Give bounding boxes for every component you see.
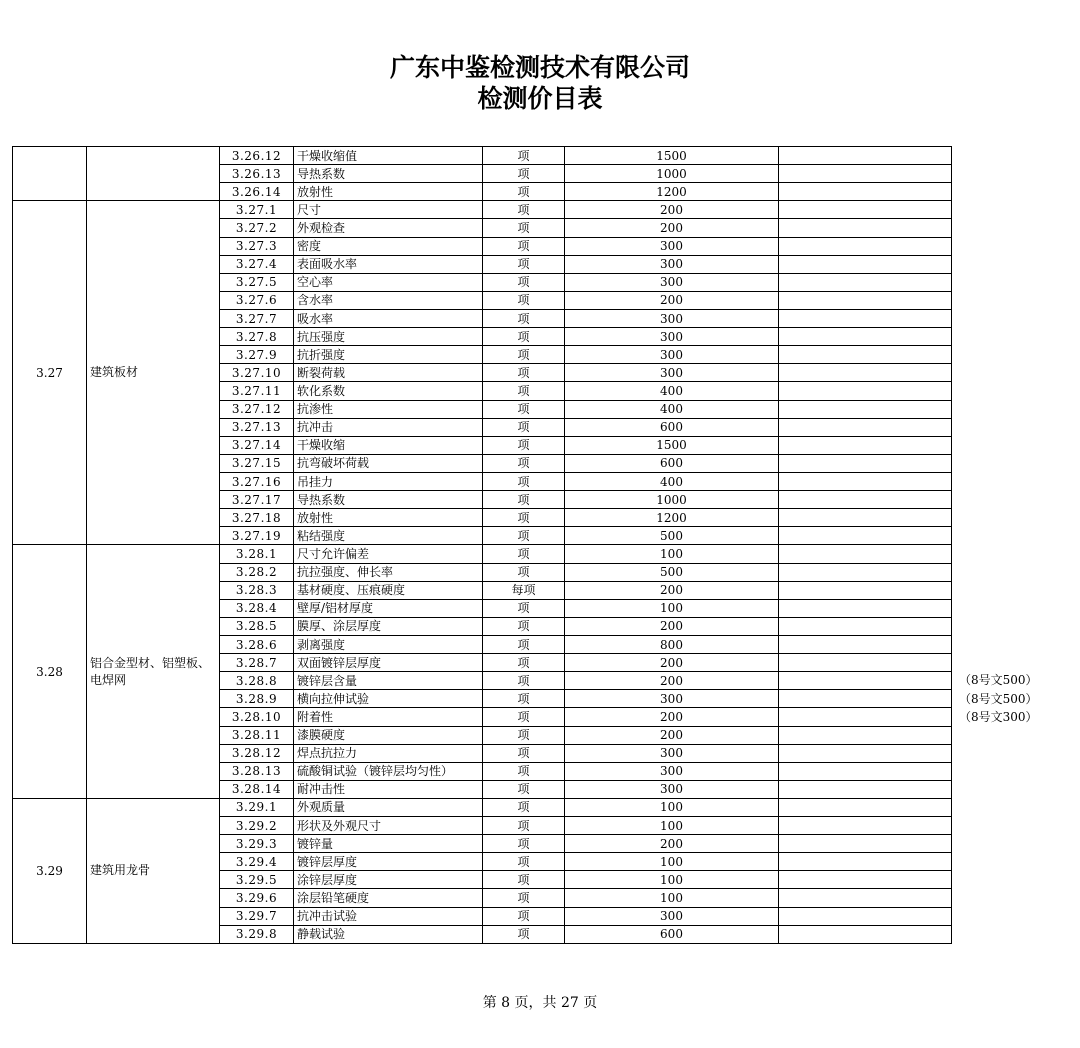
item-name-cell: 焊点抗拉力 [294,744,483,762]
unit-cell: 项 [483,309,565,327]
item-name-cell: 导热系数 [294,491,483,509]
item-code-cell: 3.29.7 [220,907,294,925]
item-code-cell: 3.29.6 [220,889,294,907]
item-code-cell: 3.27.11 [220,382,294,400]
remark-cell [779,346,952,364]
table-row [13,201,952,219]
document-title: 检测价目表 [477,84,603,113]
price-cell: 200 [565,617,779,635]
item-code-cell: 3.27.15 [220,454,294,472]
remark-cell [779,708,952,726]
item-code-cell: 3.27.7 [220,309,294,327]
item-name-cell: 镀锌层含量 [294,672,483,690]
price-cell: 100 [565,798,779,816]
remark-cell [779,436,952,454]
remark-cell [779,183,952,201]
item-name-cell: 密度 [294,237,483,255]
remark-cell [779,762,952,780]
unit-cell: 项 [483,491,565,509]
price-cell: 400 [565,472,779,490]
item-name-cell: 基材硬度、压痕硬度 [294,581,483,599]
item-code-cell: 3.27.13 [220,418,294,436]
group-number-cell [13,147,87,201]
unit-cell: 项 [483,617,565,635]
price-cell: 300 [565,762,779,780]
remark-cell [779,147,952,165]
price-cell: 300 [565,237,779,255]
table-row [13,798,952,816]
item-code-cell: 3.28.6 [220,635,294,653]
remark-cell [779,309,952,327]
price-cell: 300 [565,328,779,346]
unit-cell: 项 [483,545,565,563]
unit-cell: 项 [483,472,565,490]
unit-cell: 项 [483,563,565,581]
remark-cell [779,418,952,436]
unit-cell: 项 [483,255,565,273]
price-cell: 1200 [565,183,779,201]
remark-cell [779,853,952,871]
item-code-cell: 3.28.10 [220,708,294,726]
remark-cell [779,744,952,762]
price-cell: 100 [565,817,779,835]
item-code-cell: 3.27.1 [220,201,294,219]
item-code-cell: 3.28.7 [220,654,294,672]
item-code-cell: 3.28.1 [220,545,294,563]
item-code-cell: 3.26.13 [220,165,294,183]
price-cell: 300 [565,907,779,925]
price-cell: 300 [565,744,779,762]
remark-cell [779,889,952,907]
price-cell: 300 [565,255,779,273]
item-code-cell: 3.27.10 [220,364,294,382]
item-name-cell: 抗压强度 [294,328,483,346]
item-code-cell: 3.27.4 [220,255,294,273]
price-cell: 100 [565,545,779,563]
item-name-cell: 静载试验 [294,925,483,943]
item-name-cell: 软化系数 [294,382,483,400]
price-cell: 100 [565,599,779,617]
price-cell: 1500 [565,436,779,454]
price-cell: 100 [565,853,779,871]
remark-cell [779,798,952,816]
unit-cell: 项 [483,744,565,762]
item-name-cell: 抗弯破坏荷载 [294,454,483,472]
price-cell: 600 [565,925,779,943]
price-cell: 300 [565,780,779,798]
remark-cell [779,527,952,545]
price-cell: 300 [565,346,779,364]
remark-cell [779,817,952,835]
item-code-cell: 3.28.2 [220,563,294,581]
remark-cell [779,672,952,690]
price-cell: 800 [565,635,779,653]
unit-cell: 项 [483,237,565,255]
price-cell: 1500 [565,147,779,165]
remark-cell [779,835,952,853]
price-cell: 400 [565,400,779,418]
group-number-cell: 3.27 [13,201,87,545]
side-note: （8号文500） [959,673,1038,688]
page-number: 第 8 页，共 27 页 [482,995,598,1011]
remark-cell [779,563,952,581]
table-row [13,545,952,563]
price-cell: 200 [565,726,779,744]
item-code-cell: 3.29.8 [220,925,294,943]
unit-cell: 项 [483,726,565,744]
remark-cell [779,599,952,617]
item-name-cell: 吸水率 [294,309,483,327]
unit-cell: 项 [483,672,565,690]
remark-cell [779,273,952,291]
remark-cell [779,201,952,219]
item-name-cell: 漆膜硬度 [294,726,483,744]
unit-cell: 项 [483,201,565,219]
unit-cell: 项 [483,762,565,780]
item-code-cell: 3.27.8 [220,328,294,346]
unit-cell: 项 [483,798,565,816]
unit-cell: 项 [483,219,565,237]
item-code-cell: 3.28.14 [220,780,294,798]
group-category-cell: 铝合金型材、铝塑板、电焊网 [87,545,220,799]
item-code-cell: 3.27.19 [220,527,294,545]
price-cell: 500 [565,563,779,581]
item-code-cell: 3.29.2 [220,817,294,835]
item-code-cell: 3.29.4 [220,853,294,871]
item-name-cell: 断裂荷载 [294,364,483,382]
unit-cell: 项 [483,708,565,726]
item-name-cell: 表面吸水率 [294,255,483,273]
unit-cell: 项 [483,889,565,907]
unit-cell: 项 [483,654,565,672]
item-code-cell: 3.28.9 [220,690,294,708]
item-name-cell: 放射性 [294,183,483,201]
item-code-cell: 3.27.16 [220,472,294,490]
group-number-cell: 3.29 [13,798,87,943]
side-note: （8号文500） [959,691,1038,706]
group-category-cell: 建筑用龙骨 [87,798,220,943]
item-name-cell: 干燥收缩 [294,436,483,454]
unit-cell: 每项 [483,581,565,599]
item-code-cell: 3.28.13 [220,762,294,780]
remark-cell [779,509,952,527]
remark-cell [779,581,952,599]
remark-cell [779,617,952,635]
item-name-cell: 膜厚、涂层厚度 [294,617,483,635]
item-code-cell: 3.28.5 [220,617,294,635]
item-name-cell: 双面镀锌层厚度 [294,654,483,672]
remark-cell [779,690,952,708]
unit-cell: 项 [483,509,565,527]
item-code-cell: 3.27.9 [220,346,294,364]
item-name-cell: 镀锌层厚度 [294,853,483,871]
item-code-cell: 3.29.1 [220,798,294,816]
price-cell: 200 [565,291,779,309]
group-category-cell: 建筑板材 [87,201,220,545]
unit-cell: 项 [483,835,565,853]
item-code-cell: 3.27.14 [220,436,294,454]
item-code-cell: 3.27.18 [220,509,294,527]
unit-cell: 项 [483,183,565,201]
unit-cell: 项 [483,907,565,925]
price-cell: 1000 [565,165,779,183]
unit-cell: 项 [483,690,565,708]
remark-cell [779,328,952,346]
unit-cell: 项 [483,527,565,545]
remark-cell [779,165,952,183]
unit-cell: 项 [483,871,565,889]
unit-cell: 项 [483,165,565,183]
remark-cell [779,219,952,237]
remark-cell [779,491,952,509]
item-code-cell: 3.27.2 [220,219,294,237]
item-name-cell: 含水率 [294,291,483,309]
remark-cell [779,654,952,672]
unit-cell: 项 [483,780,565,798]
item-name-cell: 涂层铅笔硬度 [294,889,483,907]
price-cell: 200 [565,654,779,672]
item-code-cell: 3.27.12 [220,400,294,418]
item-name-cell: 抗渗性 [294,400,483,418]
unit-cell: 项 [483,635,565,653]
remark-cell [779,382,952,400]
price-cell: 200 [565,219,779,237]
item-name-cell: 干燥收缩值 [294,147,483,165]
item-code-cell: 3.26.12 [220,147,294,165]
item-code-cell: 3.29.3 [220,835,294,853]
item-name-cell: 粘结强度 [294,527,483,545]
price-cell: 200 [565,672,779,690]
remark-cell [779,400,952,418]
item-name-cell: 放射性 [294,509,483,527]
remark-cell [779,364,952,382]
company-title: 广东中鉴检测技术有限公司 [389,53,690,82]
remark-cell [779,472,952,490]
item-name-cell: 抗折强度 [294,346,483,364]
unit-cell: 项 [483,346,565,364]
price-cell: 100 [565,889,779,907]
price-cell: 200 [565,581,779,599]
price-table-body [13,147,952,944]
remark-cell [779,907,952,925]
item-name-cell: 抗冲击 [294,418,483,436]
item-name-cell: 壁厚/铝材厚度 [294,599,483,617]
item-name-cell: 抗冲击试验 [294,907,483,925]
unit-cell: 项 [483,364,565,382]
item-name-cell: 空心率 [294,273,483,291]
price-cell: 300 [565,273,779,291]
unit-cell: 项 [483,147,565,165]
group-number-cell: 3.28 [13,545,87,799]
unit-cell: 项 [483,400,565,418]
item-name-cell: 涂锌层厚度 [294,871,483,889]
price-cell: 500 [565,527,779,545]
remark-cell [779,545,952,563]
unit-cell: 项 [483,436,565,454]
side-note: （8号文300） [959,709,1038,724]
item-name-cell: 横向拉伸试验 [294,690,483,708]
price-table [12,146,952,944]
price-cell: 200 [565,708,779,726]
item-name-cell: 尺寸允许偏差 [294,545,483,563]
unit-cell: 项 [483,382,565,400]
unit-cell: 项 [483,599,565,617]
item-name-cell: 外观质量 [294,798,483,816]
table-row [13,147,952,165]
remark-cell [779,255,952,273]
item-name-cell: 附着性 [294,708,483,726]
unit-cell: 项 [483,925,565,943]
remark-cell [779,237,952,255]
remark-cell [779,635,952,653]
item-code-cell: 3.28.4 [220,599,294,617]
price-cell: 100 [565,871,779,889]
item-code-cell: 3.27.3 [220,237,294,255]
price-cell: 1200 [565,509,779,527]
item-code-cell: 3.27.17 [220,491,294,509]
price-cell: 200 [565,201,779,219]
group-category-cell [87,147,220,201]
item-name-cell: 形状及外观尺寸 [294,817,483,835]
unit-cell: 项 [483,418,565,436]
price-cell: 300 [565,364,779,382]
unit-cell: 项 [483,817,565,835]
price-cell: 400 [565,382,779,400]
unit-cell: 项 [483,454,565,472]
unit-cell: 项 [483,328,565,346]
item-name-cell: 吊挂力 [294,472,483,490]
item-code-cell: 3.27.6 [220,291,294,309]
item-code-cell: 3.27.5 [220,273,294,291]
item-code-cell: 3.28.3 [220,581,294,599]
item-code-cell: 3.28.12 [220,744,294,762]
price-cell: 300 [565,690,779,708]
price-cell: 1000 [565,491,779,509]
item-code-cell: 3.28.8 [220,672,294,690]
price-cell: 200 [565,835,779,853]
price-cell: 600 [565,454,779,472]
item-name-cell: 镀锌量 [294,835,483,853]
item-name-cell: 导热系数 [294,165,483,183]
unit-cell: 项 [483,291,565,309]
unit-cell: 项 [483,853,565,871]
item-name-cell: 外观检查 [294,219,483,237]
item-code-cell: 3.26.14 [220,183,294,201]
item-name-cell: 耐冲击性 [294,780,483,798]
item-name-cell: 剥离强度 [294,635,483,653]
item-name-cell: 尺寸 [294,201,483,219]
remark-cell [779,291,952,309]
remark-cell [779,726,952,744]
remark-cell [779,925,952,943]
unit-cell: 项 [483,273,565,291]
item-code-cell: 3.29.5 [220,871,294,889]
item-code-cell: 3.28.11 [220,726,294,744]
item-name-cell: 硫酸铜试验（镀锌层均匀性） [294,762,483,780]
remark-cell [779,454,952,472]
item-name-cell: 抗拉强度、伸长率 [294,563,483,581]
remark-cell [779,780,952,798]
price-cell: 600 [565,418,779,436]
remark-cell [779,871,952,889]
price-cell: 300 [565,309,779,327]
